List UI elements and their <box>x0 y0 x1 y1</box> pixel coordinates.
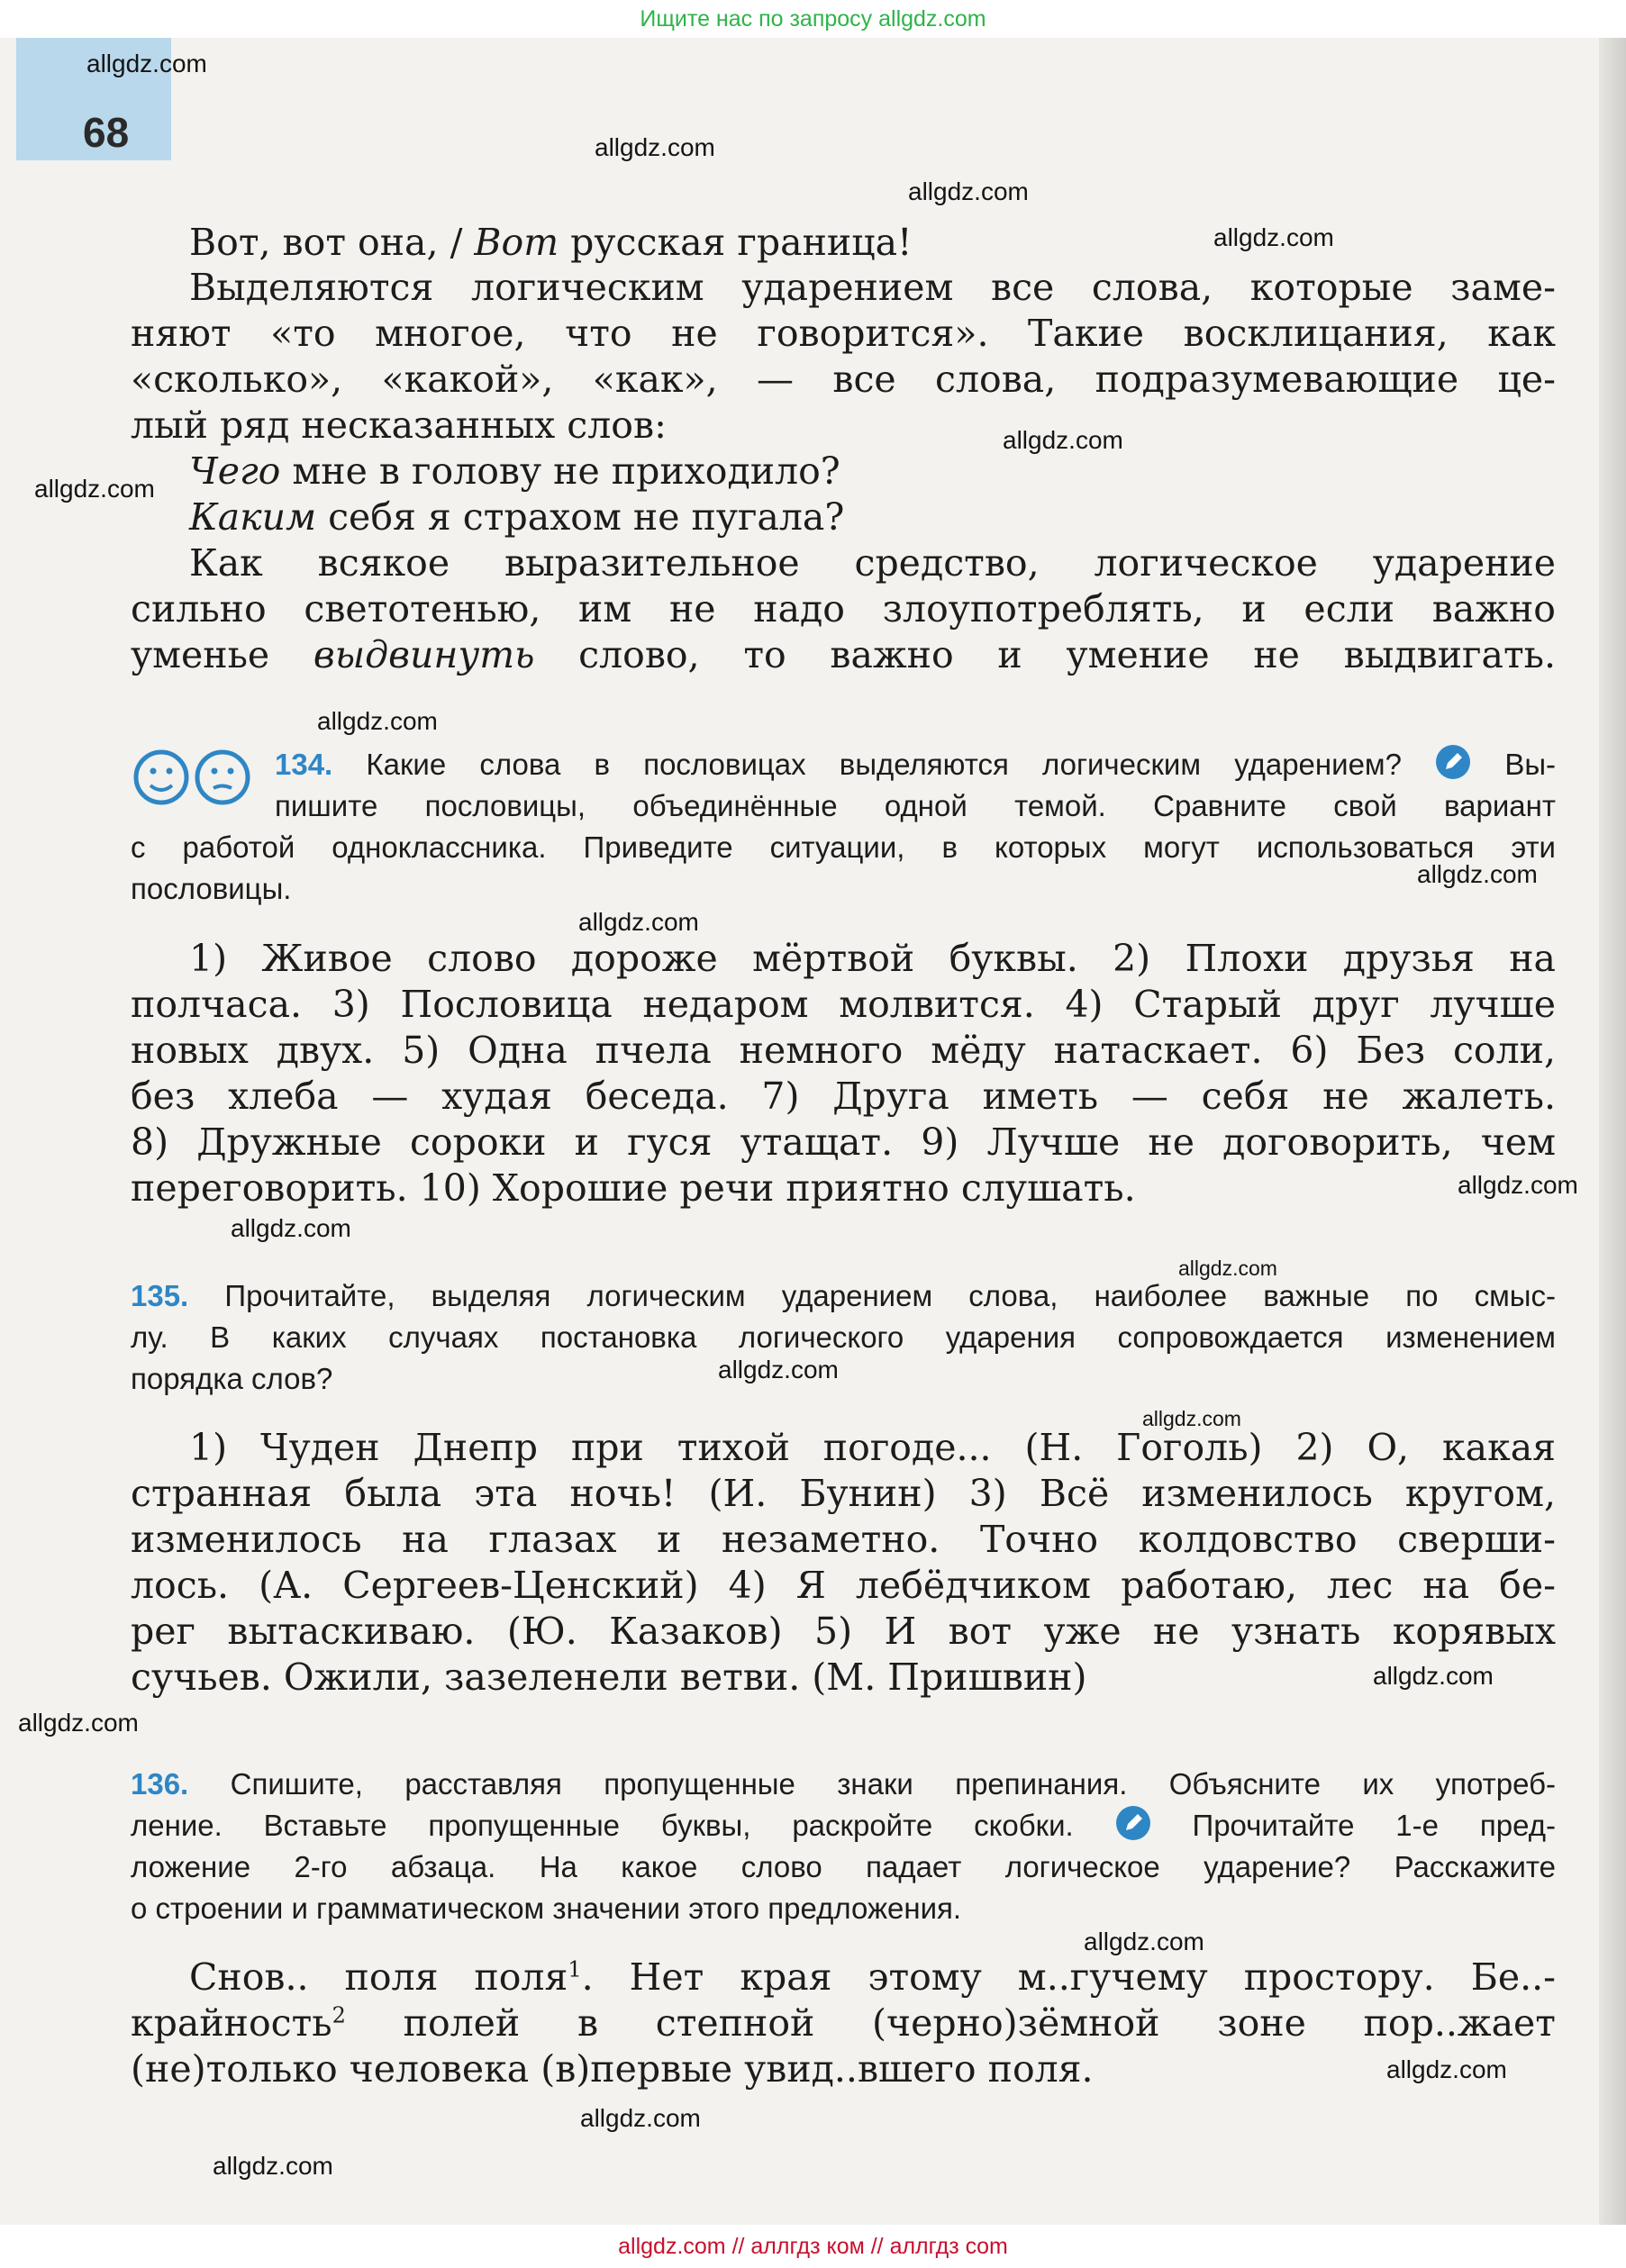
watermark: allgdz.com <box>1178 1256 1277 1280</box>
text-line: Снов.. поля поля$^1$. Нет края этому м..гучему простору. Бе..- <box>189 1955 1557 1999</box>
text-line: без хлеба — худая беседа. 7) Друга иметь — себя не жалеть. <box>131 1075 1556 1118</box>
text-line: Каким себя я страхом не пугала? <box>189 495 845 539</box>
watermark: allgdz.com <box>1084 1928 1204 1955</box>
task-line: 134. Какие слова в пословицах выделяются логическим ударением? Вы- <box>275 744 1556 785</box>
text-line: крайность$^2$ полей в степной (черно)зёмной зоне пор..жает <box>131 2001 1556 2045</box>
watermark: allgdz.com <box>231 1214 351 1242</box>
text-line: няют «то многое, что не говорится». Такие восклицания, как <box>131 312 1556 355</box>
text-line: уменье выдвинуть слово, то важно и умение не выдвигать. <box>131 633 1556 676</box>
text-line: Как всякое выразительное средство, логическое ударение <box>189 541 1556 585</box>
text-line: 1) Живое слово дороже мёртвой буквы. 2) Плохи друзья на <box>189 937 1556 980</box>
page-number: 68 <box>83 109 130 156</box>
text-line: изменилось на глазах и незаметно. Точно колдовство сверши- <box>131 1518 1556 1561</box>
task-number: 136. <box>131 1767 189 1801</box>
watermark: allgdz.com <box>1458 1171 1578 1199</box>
watermark: allgdz.com <box>580 2104 701 2132</box>
text-line: новых двух. 5) Одна пчела немного мёду натаскает. 6) Без соли, <box>131 1029 1556 1072</box>
watermark: allgdz.com <box>213 2152 333 2180</box>
bottom-banner[interactable]: allgdz.com // аллгдз ком // аллгдз com <box>0 2225 1626 2268</box>
task-line: пословицы. <box>131 872 292 905</box>
watermark: allgdz.com <box>908 177 1029 205</box>
watermark: allgdz.com <box>595 133 715 161</box>
page-edge-shadow <box>1599 38 1626 2225</box>
task-number: 135. <box>131 1279 189 1312</box>
task-line: ление. Вставьте пропущенные буквы, раскройте скобки. Прочитайте 1-е пред- <box>131 1805 1556 1846</box>
text-line: сильно светотенью, им не надо злоупотреблять, и если важно <box>131 587 1556 631</box>
pencil-icon <box>1115 1805 1151 1841</box>
watermark: allgdz.com <box>34 475 155 503</box>
task-line: ложение 2-го абзаца. На какое слово падает логическое ударение? Расскажите <box>131 1850 1556 1883</box>
watermark: allgdz.com <box>578 908 699 936</box>
text-line: Чего мне в голову не приходило? <box>189 449 840 493</box>
task-number: 134. <box>275 748 333 781</box>
task-line: 135. Прочитайте, выделяя логическим ударением слова, наиболее важные по смыс- <box>131 1279 1556 1312</box>
task-line: пишите пословицы, объединённые одной темой. Сравните свой вариант <box>275 789 1556 822</box>
text-line: странная была эта ночь! (И. Бунин) 3) Всё изменилось кругом, <box>131 1472 1556 1515</box>
watermark: allgdz.com <box>1142 1407 1241 1430</box>
text-line: Вот, вот она, / Вот русская граница! <box>189 221 913 264</box>
text-line: (не)только человека (в)первые увид..вшего поля. <box>131 2047 1094 2091</box>
watermark: allgdz.com <box>1003 426 1123 454</box>
text-line: 8) Дружные сороки и гуся утащат. 9) Лучше не договорить, чем <box>131 1120 1556 1164</box>
pencil-icon <box>1435 744 1471 780</box>
task-line: о строении и грамматическом значении этого предложения. <box>131 1892 962 1925</box>
watermark: allgdz.com <box>86 50 207 77</box>
text-line: Выделяются логическим ударением все слова, которые заме- <box>189 266 1556 309</box>
text-line: сучьев. Ожили, зазеленели ветви. (М. Пришвин) <box>131 1656 1087 1699</box>
text-line: «сколько», «какой», «как», — все слова, подразумевающие це- <box>131 358 1556 401</box>
watermark: allgdz.com <box>1386 2055 1507 2083</box>
text-line: рег вытаскиваю. (Ю. Казаков) 5) И вот уже не узнать корявых <box>131 1610 1556 1653</box>
watermark: allgdz.com <box>718 1356 839 1383</box>
smiley-pair-icon <box>131 746 266 809</box>
watermark: allgdz.com <box>1417 860 1538 888</box>
text-line: полчаса. 3) Пословица недаром молвится. 4) Старый друг лучше <box>131 983 1556 1026</box>
text-line: лый ряд несказанных слов: <box>131 404 667 447</box>
watermark: allgdz.com <box>18 1709 139 1737</box>
task-line: 136. Спишите, расставляя пропущенные знаки препинания. Объясните их употреб- <box>131 1767 1556 1801</box>
task-line: с работой одноклассника. Приведите ситуации, в которых могут использоваться эти <box>131 830 1556 864</box>
text-line: лось. (А. Сергеев-Ценский) 4) Я лебёдчиком работаю, лес на бе- <box>131 1564 1556 1607</box>
watermark: allgdz.com <box>1373 1662 1494 1690</box>
task-line: порядка слов? <box>131 1362 333 1395</box>
text-line: переговорить. 10) Хорошие речи приятно слушать. <box>131 1166 1136 1210</box>
text-line: 1) Чуден Днепр при тихой погоде... (Н. Гоголь) 2) О, какая <box>189 1426 1556 1469</box>
watermark: allgdz.com <box>1213 223 1334 251</box>
task-line: лу. В каких случаях постановка логического ударения сопровождается изменением <box>131 1320 1556 1354</box>
watermark: allgdz.com <box>317 707 438 735</box>
top-banner[interactable]: Ищите нас по запросу allgdz.com <box>0 0 1626 38</box>
